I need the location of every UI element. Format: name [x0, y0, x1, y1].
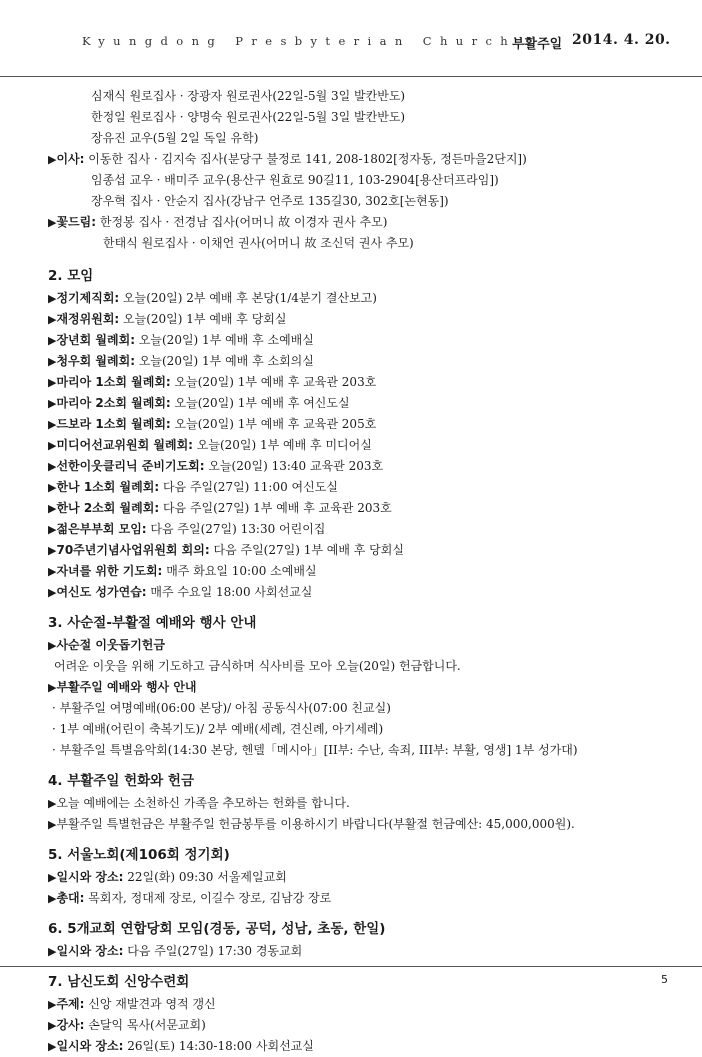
item-text: 장우혁 집사 · 안순지 집사(강남구 언주로 135길30, 302호[논현동]) — [91, 194, 449, 208]
bulletin-line — [48, 86, 668, 107]
section-title: 5. 서울노회(제106회 정기회) — [48, 847, 230, 863]
bulletin-line — [48, 456, 668, 477]
bullet-arrow-icon: ▶ — [48, 355, 57, 368]
bulletin-line — [48, 698, 668, 719]
page-header — [0, 0, 702, 80]
bullet-arrow-icon: ▶ — [48, 292, 57, 305]
bullet-arrow-icon: ▶ — [48, 418, 57, 431]
item-label: 일시와 장소: — [56, 1039, 124, 1053]
section-title: 6. 5개교회 연합당회 모임(경동, 공덕, 성남, 초동, 한일) — [48, 921, 386, 937]
bulletin-line — [48, 170, 668, 191]
bulletin-line — [48, 793, 668, 814]
item-label: 마리아 1소회 월례회: — [56, 375, 171, 389]
bulletin-line — [48, 867, 668, 888]
bullet-arrow-icon: ▶ — [48, 1019, 57, 1032]
item-text: 이동한 집사 · 김지숙 집사(분당구 불정로 141, 208-1802[정자동, 정든마을2단지]) — [84, 152, 527, 166]
item-text: 오늘(20일) 2부 예배 후 본당(1/4분기 결산보고) — [119, 291, 377, 305]
item-text: 오늘(20일) 1부 예배 후 교육관 205호 — [170, 417, 377, 431]
bulletin-line — [48, 351, 668, 372]
bulletin-line — [48, 740, 668, 761]
item-label: 재정위원회: — [56, 312, 120, 326]
bulletin-line — [48, 233, 668, 254]
item-text: 한정일 원로집사 · 양명숙 원로권사(22일-5월 3일 발칸반도) — [91, 110, 406, 124]
item-label: 일시와 장소: — [56, 944, 124, 958]
item-text: 손달익 목사(서문교회) — [84, 1018, 206, 1032]
bullet-arrow-icon: ▶ — [48, 313, 57, 326]
item-text: 다음 주일(27일) 13:30 어린이집 — [146, 522, 326, 536]
page-number: 5 — [661, 973, 668, 986]
bulletin-line — [48, 1015, 668, 1036]
item-label: 총대: — [56, 891, 85, 905]
bulletin-line — [48, 519, 668, 540]
section-title: 7. 남신도회 신앙수련회 — [48, 974, 190, 990]
item-text: 매주 수요일 18:00 사회선교실 — [146, 585, 313, 599]
item-text: 한정봉 집사 · 전경남 집사(어머니 故 이경자 권사 추모) — [96, 215, 388, 229]
item-text: 목회자, 정대제 장로, 이길수 장로, 김남강 장로 — [84, 891, 332, 905]
bullet-arrow-icon: ▶ — [48, 797, 57, 810]
bulletin-line — [48, 309, 668, 330]
header-rule — [0, 76, 702, 77]
bullet-arrow-icon: ▶ — [48, 998, 57, 1011]
bullet-arrow-icon: ▶ — [48, 376, 57, 389]
item-text: 심재식 원로집사 · 장광자 원로권사(22일-5월 3일 발칸반도) — [91, 89, 406, 103]
bulletin-line — [48, 128, 668, 149]
item-label: 자녀를 위한 기도회: — [56, 564, 163, 578]
item-text: 22일(화) 09:30 서울제일교회 — [123, 870, 287, 884]
bullet-arrow-icon: ▶ — [48, 334, 57, 347]
item-text: 26일(토) 14:30-18:00 사회선교실 — [123, 1039, 314, 1053]
item-text: 다음 주일(27일) 1부 예배 후 교육관 203호 — [159, 501, 392, 515]
item-label: 장년회 월례회: — [56, 333, 135, 347]
item-text: 어려운 이웃을 위해 기도하고 금식하며 식사비를 모아 오늘(20일) 헌금합니다. — [54, 659, 461, 673]
bulletin-line — [48, 635, 668, 656]
item-text: 오늘(20일) 1부 예배 후 미디어실 — [192, 438, 372, 452]
bulletin-line — [48, 288, 668, 309]
item-label: 드보라 1소회 월례회: — [56, 417, 171, 431]
item-text: 오늘(20일) 1부 예배 후 당회실 — [119, 312, 287, 326]
bullet-arrow-icon: ▶ — [48, 544, 57, 557]
bulletin-line — [48, 435, 668, 456]
item-text: 오늘(20일) 13:40 교육관 203호 — [204, 459, 384, 473]
bulletin-line — [48, 498, 668, 519]
item-text: 오늘(20일) 1부 예배 후 여신도실 — [170, 396, 350, 410]
item-text: 오늘(20일) 1부 예배 후 교육관 203호 — [170, 375, 377, 389]
item-label: 한나 2소회 월례회: — [56, 501, 160, 515]
item-text: 오늘(20일) 1부 예배 후 소예배실 — [135, 333, 314, 347]
section-title: 3. 사순절-부활절 예배와 행사 안내 — [48, 615, 257, 631]
bulletin-line — [48, 330, 668, 351]
bulletin-line — [48, 372, 668, 393]
item-label: 주제: — [56, 997, 85, 1011]
item-label: 한나 1소회 월례회: — [56, 480, 160, 494]
item-text: 부활주일 특별헌금은 부활주일 헌금봉투를 이용하시기 바랍니다(부활절 헌금예산: 45,000,000원). — [56, 817, 575, 831]
item-text: · 부활주일 여명예배(06:00 본당)/ 아침 공동식사(07:00 친교실) — [52, 701, 391, 715]
bullet-arrow-icon: ▶ — [48, 460, 57, 473]
bulletin-line — [48, 994, 668, 1015]
church-name: Kyungdong Presbyterian Church — [82, 34, 517, 48]
bullet-arrow-icon: ▶ — [48, 565, 57, 578]
bulletin-line — [48, 941, 668, 962]
bulletin-line — [48, 719, 668, 740]
bulletin-line — [48, 561, 668, 582]
item-label: 부활주일 예배와 행사 안내 — [56, 680, 197, 694]
bulletin-line — [48, 414, 668, 435]
item-text: · 부활주일 특별음악회(14:30 본당, 헨델「메시아」[II부: 수난, 속죄, III부: 부활, 영생] 1부 성가대) — [52, 743, 578, 757]
bulletin-line — [48, 540, 668, 561]
bulletin-line — [48, 656, 668, 677]
bulletin-content — [48, 86, 668, 1057]
bullet-arrow-icon: ▶ — [48, 397, 57, 410]
item-text: 오늘(20일) 1부 예배 후 소회의실 — [135, 354, 314, 368]
bulletin-line — [48, 191, 668, 212]
bullet-arrow-icon: ▶ — [48, 586, 57, 599]
item-text: 신앙 재발견과 영적 갱신 — [84, 997, 216, 1011]
bulletin-line — [48, 582, 668, 603]
bulletin-line — [48, 814, 668, 835]
item-text: 한태식 원로집사 · 이채언 권사(어머니 故 조신덕 권사 추모) — [103, 236, 414, 250]
bullet-arrow-icon: ▶ — [48, 502, 57, 515]
item-label: 일시와 장소: — [56, 870, 124, 884]
bulletin-line — [48, 107, 668, 128]
item-text: · 1부 예배(어린이 축복기도)/ 2부 예배(세례, 견신례, 아기세례) — [52, 722, 384, 736]
item-text: 임종섭 교우 · 배미주 교우(용산구 원효로 90길11, 103-2904[용산더프라임]) — [91, 173, 499, 187]
bulletin-line — [48, 393, 668, 414]
item-label: 마리아 2소회 월례회: — [56, 396, 171, 410]
section-title: 2. 모임 — [48, 268, 94, 284]
bulletin-line — [48, 212, 668, 233]
bullet-arrow-icon: ▶ — [48, 892, 57, 905]
item-label: 이사: — [56, 152, 85, 166]
item-label: 사순절 이웃돕기헌금 — [56, 638, 165, 652]
bulletin-line — [48, 888, 668, 909]
footer-rule — [0, 966, 702, 967]
bullet-arrow-icon: ▶ — [48, 945, 57, 958]
item-text: 다음 주일(27일) 1부 예배 후 당회실 — [209, 543, 404, 557]
item-text: 매주 화요일 10:00 소예배실 — [162, 564, 317, 578]
section-title: 4. 부활주일 헌화와 헌금 — [48, 773, 194, 789]
bullet-arrow-icon: ▶ — [48, 216, 57, 229]
item-label: 여신도 성가연습: — [56, 585, 147, 599]
bulletin-line — [48, 677, 668, 698]
item-text: 다음 주일(27일) 11:00 여신도실 — [159, 480, 338, 494]
bulletin-line — [48, 477, 668, 498]
item-label: 꽃드림: — [56, 215, 97, 229]
item-label: 강사: — [56, 1018, 85, 1032]
item-text: 오늘 예배에는 소천하신 가족을 추모하는 헌화를 합니다. — [56, 796, 350, 810]
occasion-label: 부활주일 — [512, 37, 563, 52]
item-label: 정기제직회: — [56, 291, 120, 305]
bullet-arrow-icon: ▶ — [48, 818, 57, 831]
bullet-arrow-icon: ▶ — [48, 523, 57, 536]
item-label: 70주년기념사업위원회 회의: — [56, 543, 210, 557]
bullet-arrow-icon: ▶ — [48, 639, 57, 652]
bullet-arrow-icon: ▶ — [48, 871, 57, 884]
item-label: 미디어선교위원회 월례회: — [56, 438, 193, 452]
bullet-arrow-icon: ▶ — [48, 681, 57, 694]
bullet-arrow-icon: ▶ — [48, 439, 57, 452]
bulletin-line — [48, 1036, 668, 1057]
item-text: 장유진 교우(5월 2일 독일 유학) — [91, 131, 259, 145]
item-label: 청우회 월례회: — [56, 354, 135, 368]
item-text: 다음 주일(27일) 17:30 경동교회 — [123, 944, 303, 958]
item-label: 선한이웃클리닉 준비기도회: — [56, 459, 205, 473]
bulletin-line — [48, 149, 668, 170]
bulletin-date: 2014. 4. 20. — [572, 32, 671, 48]
bullet-arrow-icon: ▶ — [48, 1040, 57, 1053]
bullet-arrow-icon: ▶ — [48, 153, 57, 166]
bullet-arrow-icon: ▶ — [48, 481, 57, 494]
item-label: 젊은부부회 모임: — [56, 522, 147, 536]
